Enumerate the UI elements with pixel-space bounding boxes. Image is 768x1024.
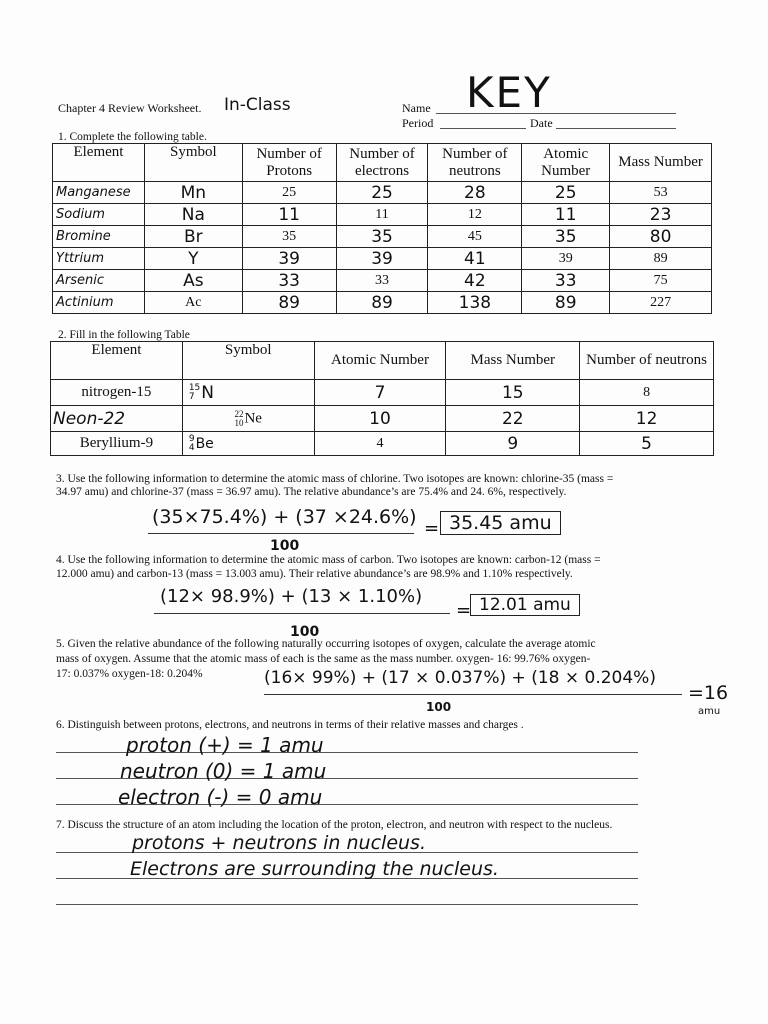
symbol-cell: Y — [144, 248, 242, 270]
protons-cell: 35 — [242, 226, 336, 248]
mass-cell: 23 — [610, 204, 712, 226]
q3-fraction-bar — [148, 533, 414, 534]
q3-equals: = — [424, 518, 440, 539]
q7-answer-line-1: protons + neutrons in nucleus. — [132, 832, 426, 854]
protons-cell: 89 — [242, 292, 336, 314]
protons-cell: 11 — [242, 204, 336, 226]
symbol-cell: Na — [144, 204, 242, 226]
q4-denominator: 100 — [290, 624, 320, 640]
symbol-cell: Ac — [144, 292, 242, 314]
mass-cell: 15 — [446, 380, 580, 406]
q5-denominator: 100 — [426, 700, 452, 714]
mass-cell: 80 — [610, 226, 712, 248]
neutrons-cell: 41 — [428, 248, 522, 270]
mass-cell: 53 — [610, 182, 712, 204]
electrons-cell: 39 — [336, 248, 428, 270]
q3-answer-box: 35.45 amu — [440, 511, 561, 535]
mass-cell: 75 — [610, 270, 712, 292]
q5-answer-unit: amu — [698, 706, 721, 717]
atomic-cell: 4 — [314, 432, 446, 456]
q2-header-element: Element — [51, 342, 183, 380]
element-cell: Arsenic — [53, 270, 145, 292]
q1-header-atomic: Atomic Number — [522, 144, 610, 182]
q6-answer-neutron: neutron (0) = 1 amu — [120, 759, 327, 783]
element-cell: Beryllium-9 — [51, 432, 183, 456]
q7-prompt: 7. Discuss the structure of an atom including the location of the proton, electron, and neutron with respect to the nucleus. — [56, 819, 613, 831]
symbol-cell: Mn — [144, 182, 242, 204]
table-row — [51, 432, 714, 456]
q1-table — [52, 143, 712, 314]
atomic-cell: 35 — [522, 226, 610, 248]
table-row — [53, 292, 712, 314]
atomic-cell: 11 — [522, 204, 610, 226]
atomic-cell: 33 — [522, 270, 610, 292]
q2-prompt: 2. Fill in the following Table — [58, 329, 190, 341]
neutrons-cell: 138 — [428, 292, 522, 314]
atomic-cell: 25 — [522, 182, 610, 204]
q5-work-handwritten: (16× 99%) + (17 × 0.037%) + (18 × 0.204%) — [264, 668, 656, 688]
q1-header-symbol: Symbol — [144, 144, 242, 182]
mass-cell: 89 — [610, 248, 712, 270]
table-row — [53, 270, 712, 292]
name-value-handwritten: KEY — [466, 68, 552, 117]
table-row — [53, 248, 712, 270]
period-line — [440, 128, 526, 129]
q2-header-row — [51, 342, 714, 380]
q2-table — [50, 341, 714, 456]
q1-header-protons: Number of Protons — [242, 144, 336, 182]
q6-answer-electron: electron (-) = 0 amu — [118, 785, 323, 809]
atomic-cell: 7 — [314, 380, 446, 406]
q2-header-neutrons: Number of neutrons — [580, 342, 714, 380]
date-label: Date — [530, 116, 553, 130]
q7-answer-line — [56, 904, 638, 905]
q3-work-handwritten: (35×75.4%) + (37 ×24.6%) — [152, 506, 417, 528]
q1-header-row — [53, 144, 712, 182]
neutrons-cell: 8 — [580, 380, 714, 406]
neutrons-cell: 28 — [428, 182, 522, 204]
protons-cell: 25 — [242, 182, 336, 204]
neutrons-cell: 42 — [428, 270, 522, 292]
q6-answer-proton: proton (+) = 1 amu — [126, 733, 324, 757]
symbol-cell: As — [144, 270, 242, 292]
element-cell: Yttrium — [53, 248, 145, 270]
mass-cell: 227 — [610, 292, 712, 314]
element-cell: Actinium — [53, 292, 145, 314]
name-line — [436, 113, 676, 114]
table-row — [53, 204, 712, 226]
neutrons-cell: 12 — [428, 204, 522, 226]
q5-answer-handwritten: =16 — [688, 682, 729, 704]
q2-header-atomic: Atomic Number — [314, 342, 446, 380]
table-row — [53, 226, 712, 248]
q2-header-mass: Mass Number — [446, 342, 580, 380]
symbol-cell: 15 7 N — [182, 380, 314, 406]
q4-equals: = — [456, 600, 472, 621]
symbol-cell: Br — [144, 226, 242, 248]
q2-header-symbol: Symbol — [182, 342, 314, 380]
worksheet-title: Chapter 4 Review Worksheet. — [58, 101, 202, 115]
element-cell: Sodium — [53, 204, 145, 226]
electrons-cell: 33 — [336, 270, 428, 292]
q4-work-handwritten: (12× 98.9%) + (13 × 1.10%) — [160, 586, 423, 607]
electrons-cell: 25 — [336, 182, 428, 204]
name-label: Name — [402, 101, 431, 115]
q1-header-element: Element — [53, 144, 145, 182]
q1-header-electrons: Number of electrons — [336, 144, 428, 182]
q3-denominator: 100 — [270, 538, 300, 554]
date-line — [556, 128, 676, 129]
element-cell: Bromine — [53, 226, 145, 248]
period-label: Period — [402, 116, 434, 130]
atomic-cell: 39 — [522, 248, 610, 270]
atomic-cell: 10 — [314, 406, 446, 432]
q1-header-neutrons: Number of neutrons — [428, 144, 522, 182]
symbol-cell: 22 10 Ne — [182, 406, 314, 432]
protons-cell: 39 — [242, 248, 336, 270]
element-cell: Neon-22 — [51, 406, 183, 432]
neutrons-cell: 45 — [428, 226, 522, 248]
neutrons-cell: 12 — [580, 406, 714, 432]
electrons-cell: 35 — [336, 226, 428, 248]
q7-answer-line-2: Electrons are surrounding the nucleus. — [130, 858, 499, 880]
symbol-cell: 9 4 Be — [182, 432, 314, 456]
mass-cell: 9 — [446, 432, 580, 456]
table-row — [51, 406, 714, 432]
protons-cell: 33 — [242, 270, 336, 292]
q1-prompt: 1. Complete the following table. — [58, 131, 207, 143]
table-row — [51, 380, 714, 406]
q5-fraction-bar — [264, 694, 682, 695]
table-row — [53, 182, 712, 204]
title-note-handwritten: In-Class — [224, 95, 291, 115]
atomic-cell: 89 — [522, 292, 610, 314]
electrons-cell: 89 — [336, 292, 428, 314]
q4-answer-box: 12.01 amu — [470, 594, 580, 616]
electrons-cell: 11 — [336, 204, 428, 226]
neutrons-cell: 5 — [580, 432, 714, 456]
element-cell: nitrogen-15 — [51, 380, 183, 406]
q4-fraction-bar — [154, 613, 450, 614]
q1-header-mass: Mass Number — [610, 144, 712, 182]
mass-cell: 22 — [446, 406, 580, 432]
element-cell: Manganese — [53, 182, 145, 204]
q6-prompt: 6. Distinguish between protons, electrons, and neutrons in terms of their relative masses and charges . — [56, 719, 524, 731]
